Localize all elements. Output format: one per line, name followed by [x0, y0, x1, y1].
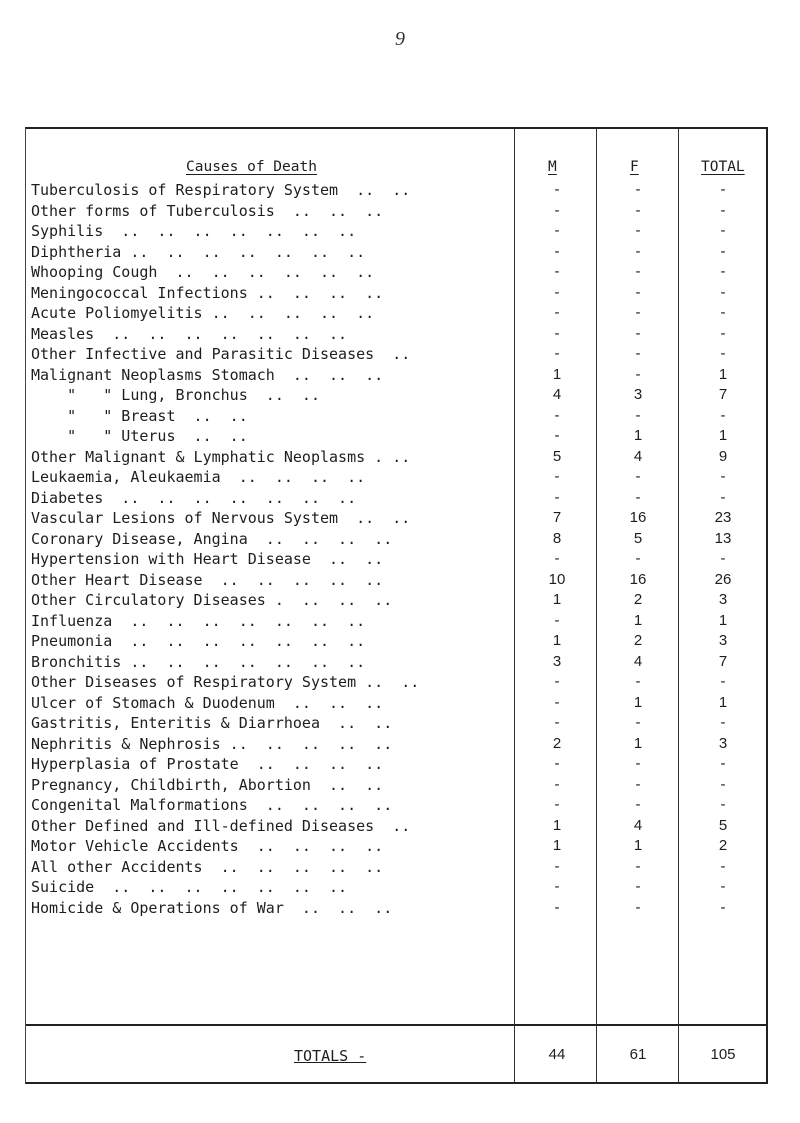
totals-label: TOTALS - [294, 1047, 367, 1065]
table-row [31, 754, 766, 775]
value-total: - [720, 406, 726, 424]
cause-label: Diabetes .. .. .. .. .. .. .. [31, 488, 357, 507]
value-total: - [720, 242, 726, 260]
cause-label: Ulcer of Stomach & Duodenum .. .. .. [31, 693, 384, 712]
value-m: - [554, 304, 560, 321]
value-total: 3 [718, 734, 728, 752]
value-total: - [720, 181, 726, 198]
value-f: - [635, 345, 641, 362]
value-m: - [554, 488, 560, 506]
value-f: 1 [633, 427, 643, 444]
cause-label: Leukaemia, Aleukaemia .. .. .. .. [31, 468, 366, 486]
cause-label: Suicide .. .. .. .. .. .. .. [31, 878, 348, 896]
table-row [31, 447, 766, 468]
table-row [31, 898, 766, 919]
value-m: 4 [552, 386, 562, 403]
cause-label: Coronary Disease, Angina .. .. .. .. [31, 529, 393, 548]
value-m: - [554, 181, 560, 198]
value-m: - [554, 775, 560, 793]
cause-label: Whooping Cough .. .. .. .. .. .. [31, 263, 375, 281]
cause-label: " " Uterus .. .. [31, 427, 248, 445]
cause-label: Bronchitis .. .. .. .. .. .. .. [31, 652, 366, 671]
value-f: 16 [629, 570, 647, 588]
value-total: - [720, 898, 726, 916]
value-m: 5 [552, 447, 562, 465]
cause-label: Other forms of Tuberculosis .. .. .. [31, 201, 384, 220]
table-row [31, 631, 766, 652]
value-m: - [554, 406, 560, 424]
value-f: - [635, 488, 641, 506]
table-row [31, 775, 766, 796]
cause-label: Diphtheria .. .. .. .. .. .. .. [31, 242, 366, 261]
value-m: - [554, 714, 560, 731]
value-f: 4 [633, 816, 643, 834]
value-total: - [720, 878, 726, 895]
value-f: - [635, 673, 641, 690]
value-f: - [635, 898, 641, 916]
cause-label: Other Infective and Parasitic Diseases .. [31, 345, 411, 363]
value-m: 10 [548, 570, 566, 588]
cause-label: Syphilis .. .. .. .. .. .. .. [31, 222, 357, 240]
value-total: - [720, 857, 726, 875]
value-m: 1 [552, 837, 562, 854]
page-number: 9 [395, 28, 405, 50]
value-total: 5 [718, 816, 728, 834]
table-row [31, 262, 766, 283]
value-f: 1 [633, 837, 643, 854]
table-row [31, 529, 766, 550]
table-row [31, 652, 766, 673]
totals-separator [26, 1024, 766, 1026]
value-total: - [720, 345, 726, 362]
cause-label: Vascular Lesions of Nervous System .. .. [31, 509, 411, 527]
value-f: 2 [633, 632, 643, 649]
table-row [31, 570, 766, 591]
cause-label: Homicide & Operations of War .. .. .. [31, 898, 393, 917]
value-m: 8 [552, 529, 562, 547]
value-total: - [720, 714, 726, 731]
cause-label: Motor Vehicle Accidents .. .. .. .. [31, 837, 384, 855]
value-total: - [720, 324, 726, 342]
value-f: 5 [633, 529, 643, 547]
totals-f: 61 [629, 1046, 647, 1063]
table-row [31, 549, 766, 570]
value-total: 1 [718, 427, 728, 444]
value-m: - [554, 898, 560, 916]
table-row [31, 734, 766, 755]
header-causes-of-death: Causes of Death [186, 159, 317, 175]
value-total: 7 [718, 652, 728, 670]
table-row [31, 508, 766, 529]
table-row [31, 426, 766, 447]
table-row [31, 467, 766, 488]
cause-label: Other Circulatory Diseases . .. .. .. [31, 591, 393, 609]
value-total: 1 [718, 611, 728, 629]
table-row [31, 406, 766, 427]
table-row [31, 590, 766, 611]
value-m: - [554, 242, 560, 260]
value-f: - [635, 550, 641, 567]
table-row [31, 303, 766, 324]
value-m: - [554, 673, 560, 690]
value-f: - [635, 263, 641, 280]
value-m: 1 [552, 591, 562, 608]
value-total: - [720, 304, 726, 321]
value-f: - [635, 468, 641, 485]
value-f: - [635, 242, 641, 260]
value-total: 3 [718, 591, 728, 608]
totals-total: 105 [710, 1046, 736, 1063]
table-row [31, 324, 766, 345]
causes-of-death-table [25, 127, 768, 1084]
cause-label: Measles .. .. .. .. .. .. .. [31, 324, 348, 343]
value-total: 23 [714, 509, 732, 526]
value-f: - [635, 201, 641, 219]
value-f: - [635, 878, 641, 895]
value-total: - [720, 550, 726, 567]
value-total: - [720, 755, 726, 772]
value-m: - [554, 283, 560, 301]
cause-label: Other Malignant & Lymphatic Neoplasms . .. [31, 447, 411, 466]
cause-label: Meningococcal Infections .. .. .. .. [31, 283, 384, 302]
table-row [31, 365, 766, 386]
value-m: 2 [552, 734, 562, 752]
value-f: - [635, 755, 641, 772]
header-f: F [630, 159, 639, 175]
value-total: 26 [714, 570, 732, 588]
value-f: - [635, 324, 641, 342]
table-row [31, 385, 766, 406]
table-row [31, 201, 766, 222]
value-total: - [720, 673, 726, 690]
value-m: - [554, 857, 560, 875]
table-body [31, 180, 766, 918]
table-row [31, 693, 766, 714]
cause-label: Gastritis, Enteritis & Diarrhoea .. .. [31, 714, 393, 732]
cause-label: Other Defined and Ill-defined Diseases .. [31, 816, 411, 835]
value-m: - [554, 693, 560, 711]
value-total: 2 [718, 837, 728, 854]
value-total: - [720, 263, 726, 280]
cause-label: Congenital Malformations .. .. .. .. [31, 796, 393, 814]
table-row [31, 713, 766, 734]
value-m: 1 [552, 365, 562, 383]
value-f: - [635, 857, 641, 875]
table-row [31, 795, 766, 816]
value-f: - [635, 304, 641, 321]
table-row [31, 221, 766, 242]
value-f: 16 [629, 509, 647, 526]
value-f: - [635, 714, 641, 731]
value-m: - [554, 201, 560, 219]
value-f: 3 [633, 386, 643, 403]
value-m: - [554, 755, 560, 772]
value-m: - [554, 550, 560, 567]
value-total: 13 [714, 529, 732, 547]
cause-label: Pregnancy, Childbirth, Abortion .. .. [31, 775, 384, 794]
value-total: 3 [718, 632, 728, 649]
header-total: TOTAL [701, 159, 745, 175]
table-row [31, 180, 766, 201]
value-f: 1 [633, 693, 643, 711]
value-m: 1 [552, 632, 562, 649]
value-f: 4 [633, 652, 643, 670]
value-f: - [635, 181, 641, 198]
value-m: - [554, 796, 560, 813]
value-total: 1 [718, 365, 728, 383]
cause-label: Influenza .. .. .. .. .. .. .. [31, 611, 366, 630]
cause-label: Malignant Neoplasms Stomach .. .. .. [31, 365, 384, 384]
value-total: - [720, 222, 726, 239]
table-row [31, 877, 766, 898]
value-total: - [720, 283, 726, 301]
header-m: M [548, 159, 557, 175]
value-total: - [720, 488, 726, 506]
cause-label: Other Diseases of Respiratory System .. .. [31, 673, 420, 691]
value-f: - [635, 796, 641, 813]
value-f: 4 [633, 447, 643, 465]
table-row [31, 611, 766, 632]
table-row [31, 242, 766, 263]
value-m: - [554, 611, 560, 629]
table-row [31, 283, 766, 304]
table-row [31, 857, 766, 878]
value-m: 1 [552, 816, 562, 834]
cause-label: " " Breast .. .. [31, 406, 248, 425]
value-total: - [720, 775, 726, 793]
totals-m: 44 [548, 1046, 566, 1063]
value-f: - [635, 365, 641, 383]
cause-label: All other Accidents .. .. .. .. .. [31, 857, 384, 876]
table-row [31, 816, 766, 837]
cause-label: Nephritis & Nephrosis .. .. .. .. .. [31, 734, 393, 753]
value-m: - [554, 878, 560, 895]
value-m: - [554, 324, 560, 342]
value-m: - [554, 345, 560, 362]
table-row [31, 836, 766, 857]
value-m: - [554, 427, 560, 444]
table-row [31, 488, 766, 509]
value-f: - [635, 406, 641, 424]
cause-label: Tuberculosis of Respiratory System .. .. [31, 181, 411, 199]
table-row [31, 672, 766, 693]
cause-label: Hypertension with Heart Disease .. .. [31, 550, 384, 568]
value-m: - [554, 222, 560, 239]
value-f: - [635, 775, 641, 793]
cause-label: Other Heart Disease .. .. .. .. .. [31, 570, 384, 589]
value-f: 1 [633, 611, 643, 629]
cause-label: " " Lung, Bronchus .. .. [31, 386, 320, 404]
value-f: 2 [633, 591, 643, 608]
cause-label: Hyperplasia of Prostate .. .. .. .. [31, 755, 384, 773]
cause-label: Pneumonia .. .. .. .. .. .. .. [31, 632, 366, 650]
cause-label: Acute Poliomyelitis .. .. .. .. .. [31, 304, 375, 322]
value-f: - [635, 283, 641, 301]
value-f: 1 [633, 734, 643, 752]
value-total: 1 [718, 693, 728, 711]
value-total: 7 [718, 386, 728, 403]
value-total: - [720, 468, 726, 485]
value-f: - [635, 222, 641, 239]
value-total: 9 [718, 447, 728, 465]
value-total: - [720, 201, 726, 219]
table-row [31, 344, 766, 365]
value-m: 7 [552, 509, 562, 526]
value-m: 3 [552, 652, 562, 670]
value-m: - [554, 468, 560, 485]
value-m: - [554, 263, 560, 280]
value-total: - [720, 796, 726, 813]
